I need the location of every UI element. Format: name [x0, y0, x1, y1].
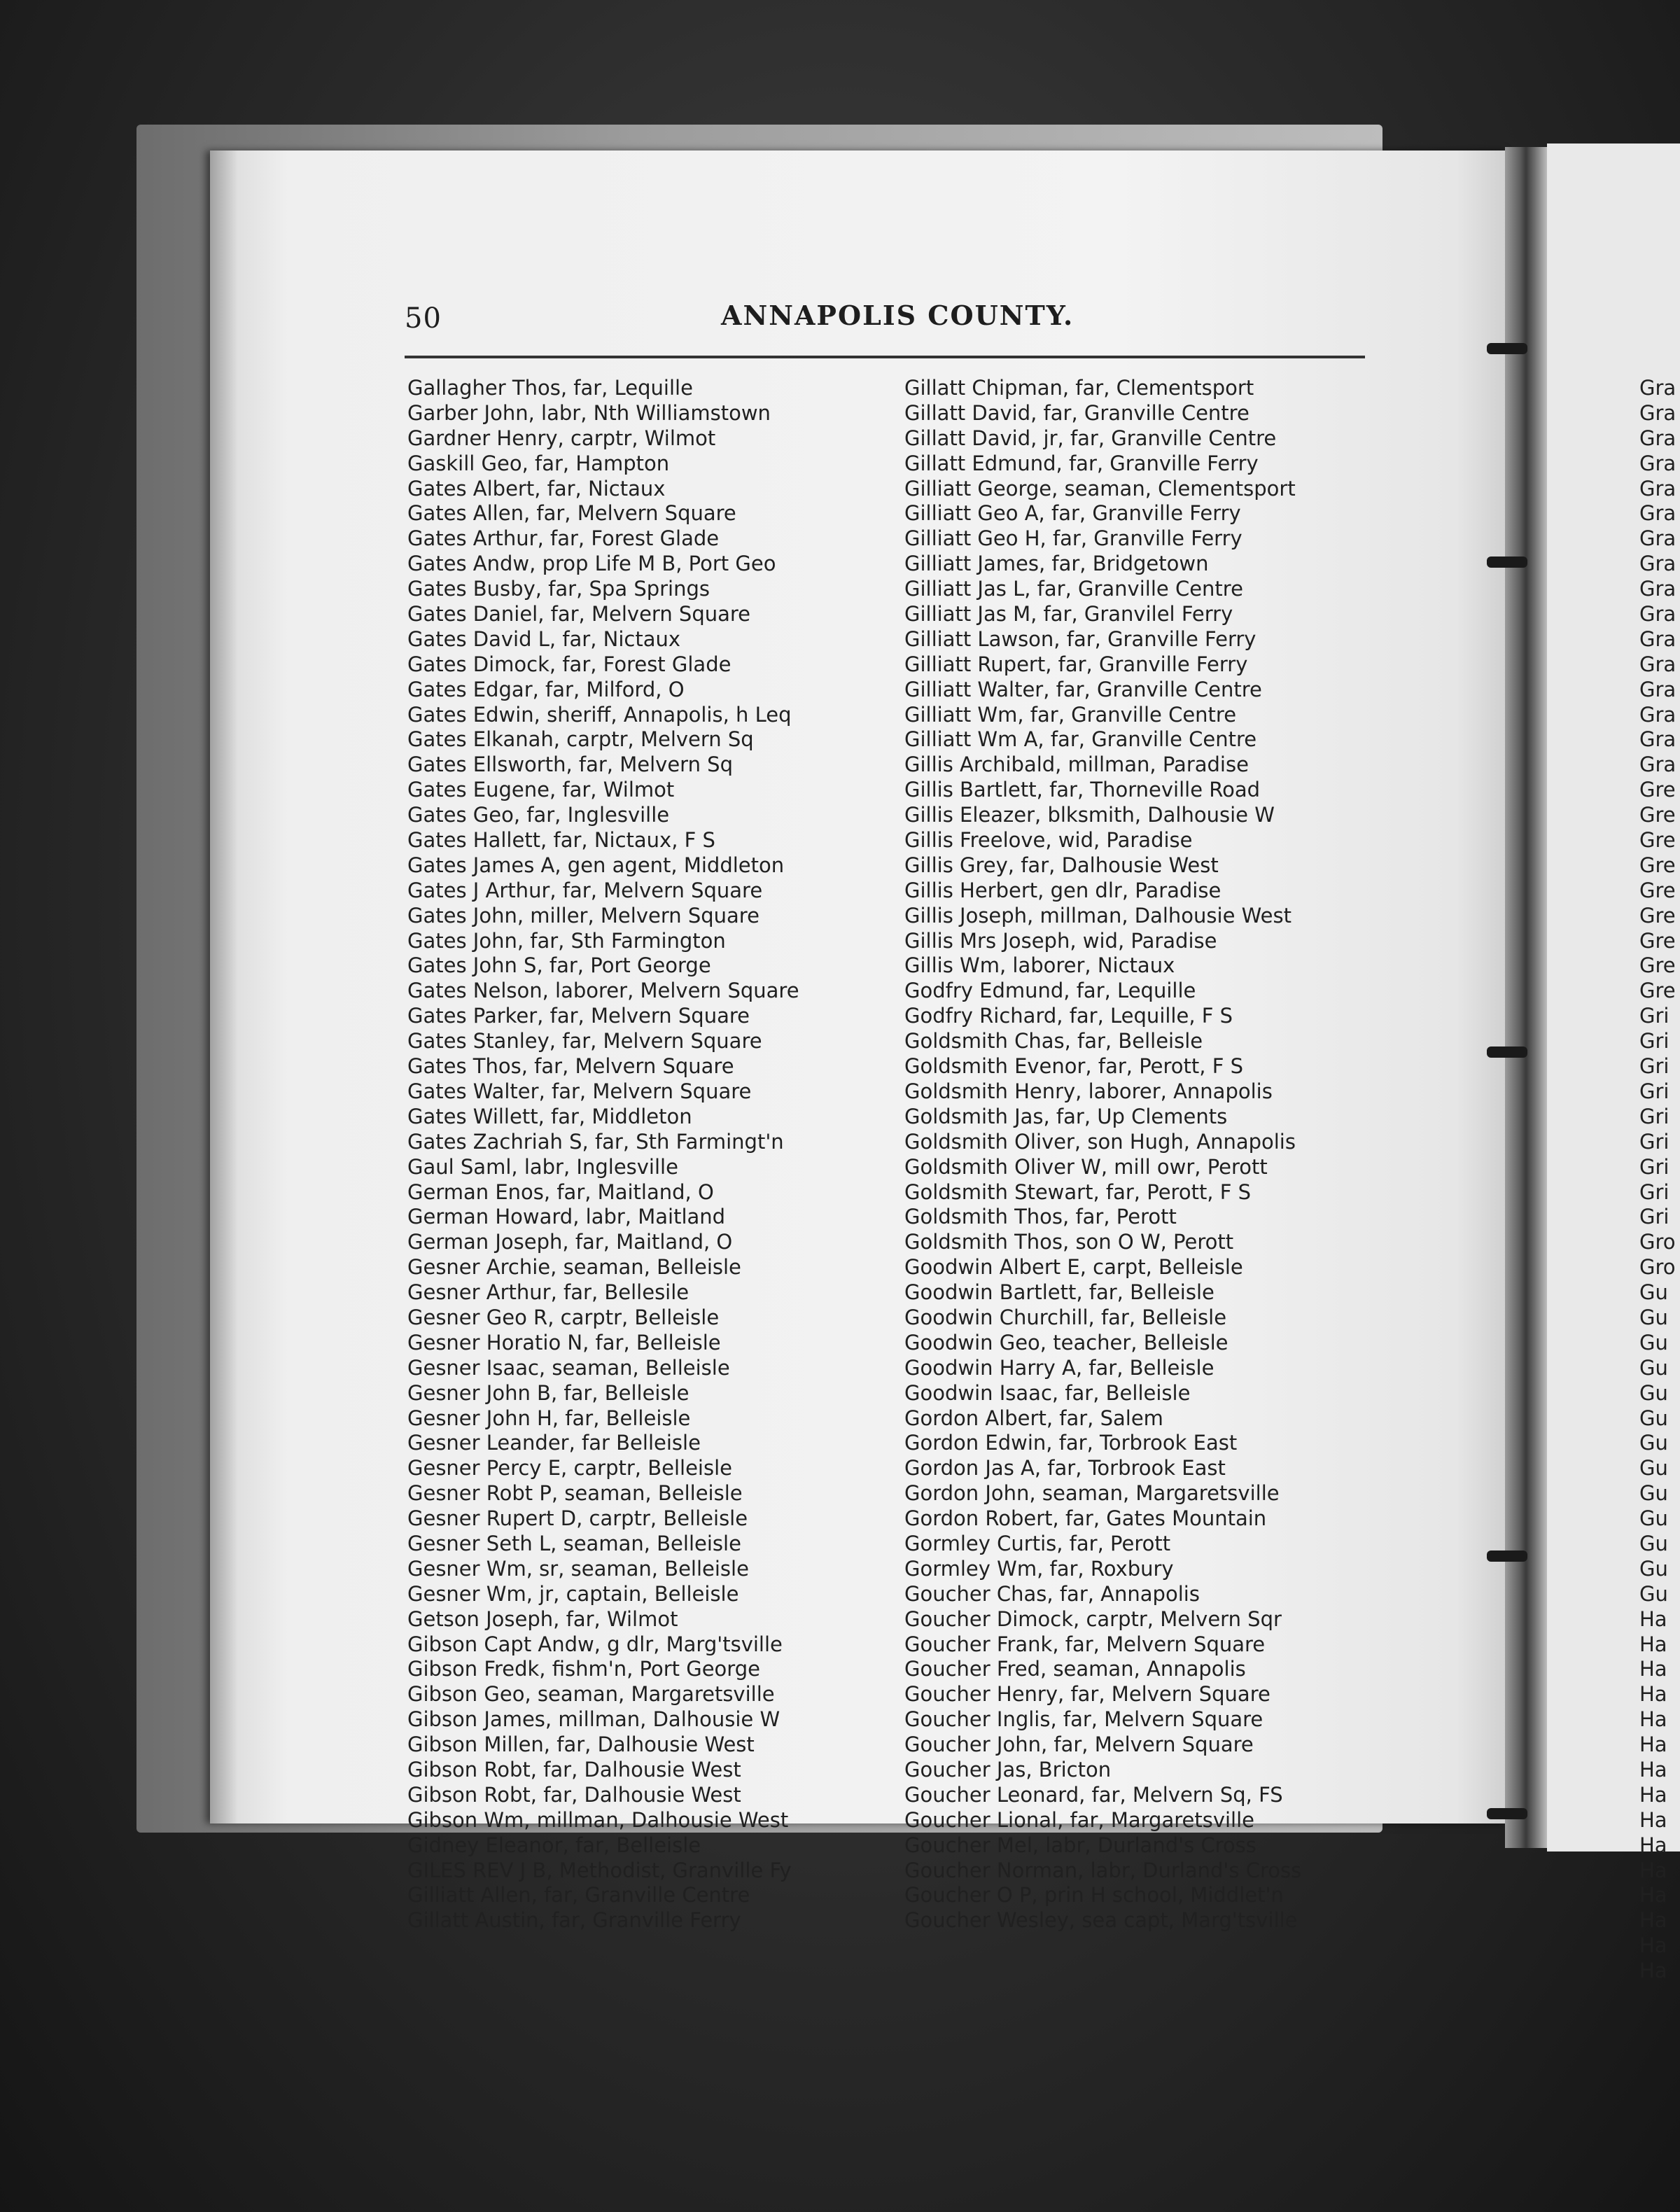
binding-stitch [1487, 343, 1527, 354]
directory-entry: Gilliatt Allen, far, Granville Centre [407, 1883, 750, 1907]
directory-entry: Goldsmith Chas, far, Belleisle [904, 1029, 1203, 1054]
directory-entry: Goucher Norman, labr, Durland's Cross [904, 1858, 1302, 1882]
directory-entry: Gilliatt Walter, far, Granville Centre [904, 677, 1262, 701]
left-column [407, 376, 897, 1933]
directory-entry: Goldsmith Oliver W, mill owr, Perott [904, 1154, 1268, 1179]
facing-page-entry: Ha [1639, 1682, 1667, 1707]
directory-entry: Gibson Millen, far, Dalhousie West [407, 1732, 755, 1757]
directory-entry: Gates Albert, far, Nictaux [407, 476, 666, 500]
right-column [904, 376, 1394, 1933]
facing-page-entry: Gre [1639, 928, 1676, 953]
directory-entry: Gibson Robt, far, Dalhousie West [407, 1782, 741, 1807]
directory-entry: Gillatt Austin, far, Granville Ferry [407, 1908, 741, 1933]
facing-page-entry: Gu [1639, 1305, 1668, 1329]
directory-entry: Getson Joseph, far, Wilmot [407, 1606, 678, 1631]
directory-entry: Gillis Mrs Joseph, wid, Paradise [904, 928, 1217, 953]
directory-entry: Gordon Jas A, far, Torbrook East [904, 1456, 1226, 1480]
directory-entry: Gates Ellsworth, far, Melvern Sq [407, 752, 733, 777]
facing-page-entry: Gra [1639, 702, 1676, 727]
facing-page-entry: Gra [1639, 727, 1676, 752]
directory-entry: Gillis Freelove, wid, Paradise [904, 828, 1193, 853]
directory-entry: Gates Nelson, laborer, Melvern Square [407, 979, 799, 1003]
facing-page-entry: Gu [1639, 1380, 1668, 1405]
facing-page-entry: Gu [1639, 1556, 1668, 1581]
facing-page-entry: Gro [1639, 1255, 1676, 1280]
directory-entry: Goucher Chas, far, Annapolis [904, 1581, 1200, 1606]
facing-page-entry: Gri [1639, 1104, 1670, 1128]
directory-entry: Gillis Bartlett, far, Thorneville Road [904, 778, 1261, 802]
directory-entry: Godfry Edmund, far, Lequille [904, 979, 1196, 1003]
facing-page-entry: Gra [1639, 451, 1676, 475]
facing-page-entry: Gre [1639, 778, 1676, 802]
facing-page-entry: Ha [1639, 1933, 1667, 1958]
directory-entry: Gates David L, far, Nictaux [407, 626, 681, 651]
directory-entry: Gallagher Thos, far, Lequille [407, 376, 693, 400]
facing-page-entry: Ha [1639, 1858, 1667, 1882]
directory-entry: Gates Andw, prop Life M B, Port Geo [407, 552, 776, 576]
directory-entry: Gormley Curtis, far, Perott [904, 1531, 1171, 1555]
directory-entry: Goldsmith Evenor, far, Perott, F S [904, 1054, 1244, 1079]
facing-page-entry: Gu [1639, 1581, 1668, 1606]
directory-entry: Goodwin Churchill, far, Belleisle [904, 1305, 1227, 1329]
facing-page-entry: Ha [1639, 1782, 1667, 1807]
directory-entry: Gates Hallett, far, Nictaux, F S [407, 828, 715, 853]
directory-entry: Gates Busby, far, Spa Springs [407, 577, 710, 601]
directory-entry: Gesner Rupert D, carptr, Belleisle [407, 1506, 748, 1531]
facing-page-entry: Gu [1639, 1330, 1668, 1354]
facing-page-entry: Gre [1639, 979, 1676, 1003]
facing-page-entry: Gri [1639, 1154, 1670, 1179]
directory-entry: Gesner John H, far, Belleisle [407, 1406, 691, 1430]
directory-entry: Gates John, miller, Melvern Square [407, 903, 760, 927]
directory-entry: Goucher Wesley, sea capt, Marg'tsville [904, 1908, 1298, 1933]
directory-entry: Gordon Edwin, far, Torbrook East [904, 1431, 1238, 1455]
facing-page-entry: Gre [1639, 903, 1676, 927]
directory-entry: Gibson James, millman, Dalhousie W [407, 1707, 780, 1732]
directory-entry: Goodwin Bartlett, far, Belleisle [904, 1280, 1214, 1305]
directory-entry: Gates Stanley, far, Melvern Square [407, 1029, 762, 1054]
facing-page-entry: Gra [1639, 626, 1676, 651]
directory-entry: Gillis Joseph, millman, Dalhousie West [904, 903, 1292, 927]
directory-entry: Gates Arthur, far, Forest Glade [407, 526, 720, 551]
directory-entry: Goucher Frank, far, Melvern Square [904, 1632, 1266, 1656]
directory-entry: Goucher Lional, far, Margaretsville [904, 1807, 1255, 1832]
directory-entry: Goodwin Isaac, far, Belleisle [904, 1380, 1191, 1405]
binding-stitch [1487, 556, 1527, 568]
page-number: 50 [405, 302, 442, 335]
facing-page-entry: Ha [1639, 1959, 1667, 1983]
directory-entry: Godfry Richard, far, Lequille, F S [904, 1004, 1233, 1028]
directory-entry: Gilliatt Geo A, far, Granville Ferry [904, 501, 1241, 526]
directory-entry: Goucher Henry, far, Melvern Square [904, 1682, 1270, 1707]
facing-page-entry: Gra [1639, 426, 1676, 450]
directory-entry: Goldsmith Henry, laborer, Annapolis [904, 1079, 1273, 1103]
directory-entry: Gesner Wm, sr, seaman, Belleisle [407, 1556, 749, 1581]
directory-entry: German Enos, far, Maitland, O [407, 1180, 714, 1204]
directory-entry: Goucher John, far, Melvern Square [904, 1732, 1254, 1757]
directory-entry: Goldsmith Oliver, son Hugh, Annapolis [904, 1129, 1296, 1154]
facing-page-entry: Ha [1639, 1807, 1667, 1832]
facing-page-entry: Gra [1639, 501, 1676, 526]
directory-entry: Goodwin Albert E, carpt, Belleisle [904, 1255, 1243, 1280]
directory-entry: Goldsmith Jas, far, Up Clements [904, 1104, 1228, 1128]
directory-entry: Gardner Henry, carptr, Wilmot [407, 426, 716, 450]
facing-page-entry: Gu [1639, 1481, 1668, 1506]
directory-entry: Gesner Horatio N, far, Belleisle [407, 1330, 721, 1354]
directory-entry: Goldsmith Thos, far, Perott [904, 1205, 1177, 1229]
directory-entry: German Joseph, far, Maitland, O [407, 1230, 733, 1254]
facing-page-entry: Gra [1639, 526, 1676, 551]
directory-entry: Goucher Inglis, far, Melvern Square [904, 1707, 1264, 1732]
directory-entry: Garber John, labr, Nth Williamstown [407, 400, 771, 425]
directory-entry: Gibson Fredk, fishm'n, Port George [407, 1657, 760, 1681]
directory-entry: Goldsmith Stewart, far, Perott, F S [904, 1180, 1252, 1204]
directory-entry: Gillatt Chipman, far, Clementsport [904, 376, 1254, 400]
directory-entry: Gates John S, far, Port George [407, 953, 711, 978]
directory-entry: Gesner Seth L, seaman, Belleisle [407, 1531, 741, 1555]
binding-stitch [1487, 1808, 1527, 1819]
facing-page-entry: Gra [1639, 376, 1676, 400]
directory-entry: Gibson Geo, seaman, Margaretsville [407, 1682, 775, 1707]
directory-entry: Gates Zachriah S, far, Sth Farmingt'n [407, 1129, 784, 1154]
facing-page-entry: Ha [1639, 1732, 1667, 1757]
directory-entry: Gaskill Geo, far, Hampton [407, 451, 670, 475]
directory-entry: Gates Edgar, far, Milford, O [407, 677, 685, 701]
facing-page-entry: Gu [1639, 1531, 1668, 1555]
directory-entry: Gillis Wm, laborer, Nictaux [904, 953, 1175, 978]
directory-entry: Gesner Percy E, carptr, Belleisle [407, 1456, 732, 1480]
directory-entry: Goodwin Harry A, far, Belleisle [904, 1355, 1214, 1380]
facing-page-entry: Gu [1639, 1456, 1668, 1480]
facing-page-entry: Gra [1639, 752, 1676, 777]
directory-entry: Gates Eugene, far, Wilmot [407, 778, 675, 802]
directory-entry: Gates Parker, far, Melvern Square [407, 1004, 750, 1028]
directory-entry: Gibson Robt, far, Dalhousie West [407, 1757, 741, 1782]
directory-entry: Gates Dimock, far, Forest Glade [407, 652, 732, 676]
directory-entry: Gillis Herbert, gen dlr, Paradise [904, 878, 1222, 902]
facing-page-entry: Gri [1639, 1205, 1670, 1229]
facing-page-entry: Gre [1639, 853, 1676, 877]
directory-entry: Gates Geo, far, Inglesville [407, 803, 670, 827]
facing-page-entry: Gra [1639, 552, 1676, 576]
directory-entry: Gidney Eleanor, far, Belleisle [407, 1833, 701, 1857]
facing-page-column [1639, 376, 1680, 1984]
facing-page-entry: Gu [1639, 1355, 1668, 1380]
directory-entry: Gilliatt Wm, far, Granville Centre [904, 702, 1237, 727]
directory-entry: Gordon John, seaman, Margaretsville [904, 1481, 1280, 1506]
facing-page-entry: Gre [1639, 803, 1676, 827]
facing-page-entry: Gri [1639, 1079, 1670, 1103]
directory-entry: Gillatt David, far, Granville Centre [904, 400, 1250, 425]
directory-entry: Gillatt David, jr, far, Granville Centre [904, 426, 1277, 450]
directory-entry: Gillatt Edmund, far, Granville Ferry [904, 451, 1259, 475]
directory-entry: Gates Elkanah, carptr, Melvern Sq [407, 727, 754, 752]
facing-page-entry: Gri [1639, 1180, 1670, 1204]
directory-entry: Goucher Jas, Bricton [904, 1757, 1112, 1782]
facing-page-entry: Gre [1639, 953, 1676, 978]
directory-entry: Goucher Fred, seaman, Annapolis [904, 1657, 1246, 1681]
facing-page-entry: Ha [1639, 1606, 1667, 1631]
directory-entry: Gillis Eleazer, blksmith, Dalhousie W [904, 803, 1275, 827]
facing-page-entry: Gra [1639, 476, 1676, 500]
directory-entry: GILES REV J B, Methodist, Granville Fy [407, 1858, 792, 1882]
directory-entry: Gates James A, gen agent, Middleton [407, 853, 785, 877]
directory-entry: Gormley Wm, far, Roxbury [904, 1556, 1174, 1581]
directory-entry: Gates Walter, far, Melvern Square [407, 1079, 752, 1103]
directory-entry: Gilliatt Jas L, far, Granville Centre [904, 577, 1243, 601]
directory-entry: Goucher Dimock, carptr, Melvern Sqr [904, 1606, 1282, 1631]
directory-entry: Gilliatt James, far, Bridgetown [904, 552, 1209, 576]
directory-entry: Gilliatt Jas M, far, Granvilel Ferry [904, 602, 1233, 626]
directory-entry: Gesner John B, far, Belleisle [407, 1380, 690, 1405]
directory-entry: Gates Thos, far, Melvern Square [407, 1054, 734, 1079]
directory-entry: Gesner Leander, far Belleisle [407, 1431, 701, 1455]
directory-entry: Gordon Robert, far, Gates Mountain [904, 1506, 1267, 1531]
facing-page-entry: Gu [1639, 1280, 1668, 1305]
facing-page-entry: Gu [1639, 1406, 1668, 1430]
directory-entry: Gesner Archie, seaman, Belleisle [407, 1255, 741, 1280]
facing-page-entry: Gu [1639, 1431, 1668, 1455]
directory-entry: Gesner Arthur, far, Bellesile [407, 1280, 690, 1305]
facing-page-entry: Gu [1639, 1506, 1668, 1531]
directory-entry: Goodwin Geo, teacher, Belleisle [904, 1330, 1228, 1354]
directory-entry: Gibson Capt Andw, g dlr, Marg'tsville [407, 1632, 783, 1656]
facing-page-entry: Gri [1639, 1129, 1670, 1154]
directory-entry: Gillis Archibald, millman, Paradise [904, 752, 1249, 777]
directory-entry: Gesner Isaac, seaman, Belleisle [407, 1355, 730, 1380]
facing-page-entry: Ha [1639, 1908, 1667, 1933]
header-rule [405, 356, 1365, 358]
facing-page-entry: Ha [1639, 1632, 1667, 1656]
directory-entry: Gates Daniel, far, Melvern Square [407, 602, 751, 626]
facing-page-entry: Gri [1639, 1004, 1670, 1028]
facing-page-entry: Gra [1639, 652, 1676, 676]
directory-entry: Gordon Albert, far, Salem [904, 1406, 1163, 1430]
book-gutter [1505, 147, 1547, 1848]
directory-entry: Goucher Mel, labr, Durland's Cross [904, 1833, 1256, 1857]
facing-page-entry: Gre [1639, 878, 1676, 902]
directory-entry: Gesner Robt P, seaman, Belleisle [407, 1481, 743, 1506]
directory-entry: Gates J Arthur, far, Melvern Square [407, 878, 763, 902]
directory-entry: Gillis Grey, far, Dalhousie West [904, 853, 1219, 877]
facing-page-entry: Ha [1639, 1883, 1667, 1907]
directory-entry: Gilliatt George, seaman, Clementsport [904, 476, 1296, 500]
directory-entry: Gates Edwin, sheriff, Annapolis, h Leq [407, 702, 792, 727]
facing-page-entry: Gra [1639, 602, 1676, 626]
directory-entry: Gates John, far, Sth Farmington [407, 928, 726, 953]
directory-entry: Gilliatt Rupert, far, Granville Ferry [904, 652, 1248, 676]
directory-entry: Goldsmith Thos, son O W, Perott [904, 1230, 1234, 1254]
directory-entry: Gesner Geo R, carptr, Belleisle [407, 1305, 720, 1329]
directory-entry: Gilliatt Wm A, far, Granville Centre [904, 727, 1257, 752]
facing-page-entry: Gre [1639, 828, 1676, 853]
directory-entry: Gibson Wm, millman, Dalhousie West [407, 1807, 789, 1832]
directory-entry: Gesner Wm, jr, captain, Belleisle [407, 1581, 739, 1606]
directory-entry: Gilliatt Geo H, far, Granville Ferry [904, 526, 1242, 551]
directory-entry: Gaul Saml, labr, Inglesville [407, 1154, 678, 1179]
facing-page-entry: Ha [1639, 1757, 1667, 1782]
directory-entry: Gilliatt Lawson, far, Granville Ferry [904, 626, 1256, 651]
binding-stitch [1487, 1046, 1527, 1058]
facing-page-entry: Ha [1639, 1833, 1667, 1857]
facing-page-entry: Ha [1639, 1657, 1667, 1681]
facing-page-entry: Gri [1639, 1054, 1670, 1079]
directory-entry: Gates Willett, far, Middleton [407, 1104, 692, 1128]
directory-entry: Goucher Leonard, far, Melvern Sq, FS [904, 1782, 1283, 1807]
running-head: ANNAPOLIS COUNTY. [721, 300, 1074, 331]
facing-page-entry: Gra [1639, 577, 1676, 601]
facing-page-entry: Gra [1639, 677, 1676, 701]
facing-page-entry: Ha [1639, 1707, 1667, 1732]
facing-page-entry: Gra [1639, 400, 1676, 425]
facing-page-entry: Gro [1639, 1230, 1676, 1254]
binding-stitch [1487, 1550, 1527, 1562]
page-shadow [210, 150, 238, 1823]
directory-entry: Gates Allen, far, Melvern Square [407, 501, 736, 526]
facing-page-entry: Gri [1639, 1029, 1670, 1054]
directory-entry: Goucher O P, prin H school, Middlet'n [904, 1883, 1284, 1907]
directory-entry: German Howard, labr, Maitland [407, 1205, 726, 1229]
